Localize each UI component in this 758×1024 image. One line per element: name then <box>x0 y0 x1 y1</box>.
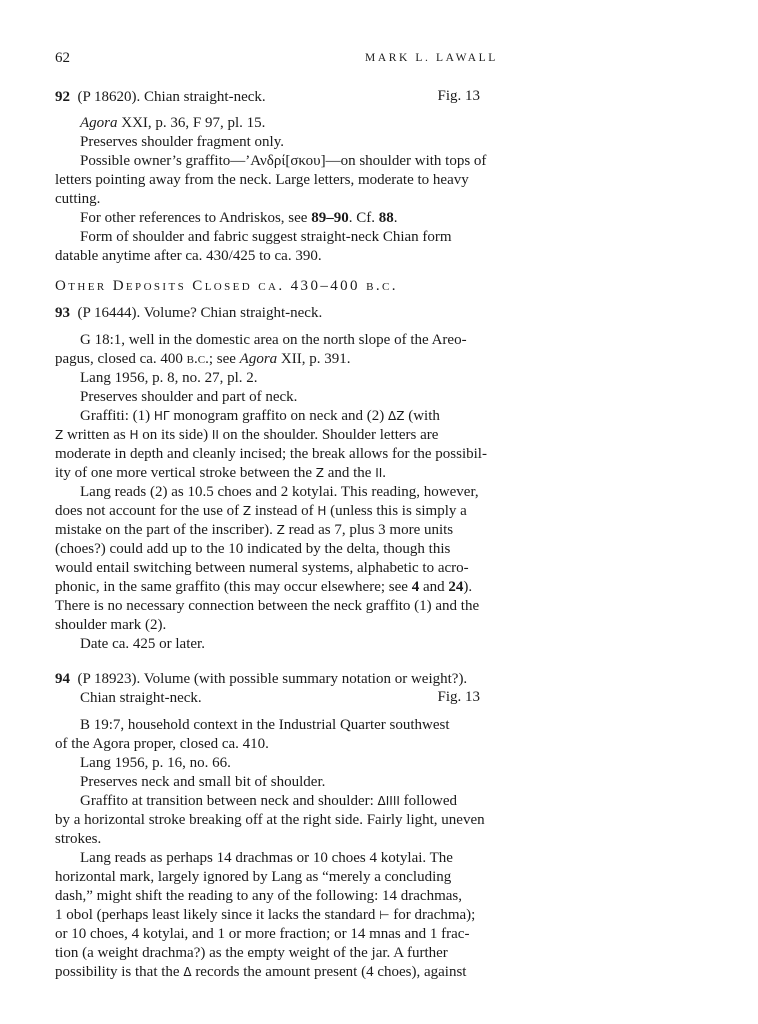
entry-number: 92 <box>55 89 70 105</box>
entry-title: (P 18923). Volume (with possible summary notation or weight?). <box>77 671 468 687</box>
entry-92-preserves: Preserves shoulder fragment only. <box>80 134 284 150</box>
entry-94-reading: Lang reads as perhaps 14 drachmas or 10 choes 4 kotylai. The <box>80 850 453 866</box>
entry-92-other-refs: For other references to Andriskos, see 89–90. Cf. 88. <box>80 210 398 226</box>
entry-93-context: pagus, closed ca. 400 b.c.; see Agora XII, p. 391. <box>55 351 351 367</box>
entry-93-graffiti: Ζ written as Η on its side) ΙΙ on the shoulder. Shoulder letters are <box>55 427 439 443</box>
entry-93-reading: phonic, in the same graffito (this may occur elsewhere; see 4 and 24). <box>55 579 473 595</box>
entry-94-title-cont: Chian straight-neck. <box>80 690 202 706</box>
running-head-author: MARK L. LAWALL <box>365 52 498 64</box>
entry-94-context: B 19:7, household context in the Industrial Quarter southwest <box>80 717 450 733</box>
entry-93-preserves: Preserves shoulder and part of neck. <box>80 389 298 405</box>
entry-94-reading: horizontal mark, largely ignored by Lang as “merely a concluding <box>55 869 452 885</box>
entry-92-graffito-line: letters pointing away from the neck. Large letters, moderate to heavy <box>55 172 469 188</box>
entry-92-bibliography: Agora XXI, p. 36, F 97, pl. 15. <box>80 115 266 131</box>
entry-94-reading: dash,” might shift the reading to any of the following: 14 drachmas, <box>55 888 462 904</box>
entry-94-reading: 1 obol (perhaps least likely since it lacks the standard ⊢ for drachma); <box>55 907 476 923</box>
entry-93-reading: Lang reads (2) as 10.5 choes and 2 kotylai. This reading, however, <box>80 484 479 500</box>
entry-93-reading: shoulder mark (2). <box>55 617 167 633</box>
entry-92-date-line: Form of shoulder and fabric suggest straight-neck Chian form <box>80 229 452 245</box>
entry-94-heading <box>55 670 485 689</box>
entry-94-graffito: Graffito at transition between neck and shoulder: ΔΙΙΙΙ followed <box>80 793 457 809</box>
entry-93-graffiti: Graffiti: (1) ΗΓ monogram graffito on neck and (2) ΔΖ (with <box>80 408 440 424</box>
entry-92-graffito-line: Possible owner’s graffito—’Ανδρί[σκου]—on shoulder with tops of <box>80 153 487 169</box>
entry-93-context: G 18:1, well in the domestic area on the north slope of the Areo- <box>80 332 467 348</box>
entry-93-date: Date ca. 425 or later. <box>80 636 205 652</box>
entry-92-fig-ref: Fig. 13 <box>437 88 480 104</box>
entry-93-reading: does not account for the use of Ζ instead of Η (unless this is simply a <box>55 503 467 519</box>
entry-title: (P 18620). Chian straight-neck. <box>77 89 266 105</box>
entry-93-reading: mistake on the part of the inscriber). Ζ read as 7, plus 3 more units <box>55 522 454 538</box>
page-number: 62 <box>55 50 70 66</box>
entry-number: 93 <box>55 305 70 321</box>
entry-93-heading <box>55 304 485 323</box>
entry-93-graffiti: moderate in depth and cleanly incised; the break allows for the possibil- <box>55 446 487 462</box>
entry-93-reading: There is no necessary connection between the neck graffito (1) and the <box>55 598 480 614</box>
entry-94-preserves: Preserves neck and small bit of shoulder. <box>80 774 326 790</box>
entry-93-reading: would entail switching between numeral systems, alphabetic to acro- <box>55 560 469 576</box>
entry-93-graffiti: ity of one more vertical stroke between the Ζ and the ΙΙ. <box>55 465 387 481</box>
entry-92-date-line: datable anytime after ca. 430/425 to ca. 390. <box>55 248 322 264</box>
entry-94-reading: tion (a weight drachma?) as the empty weight of the jar. A further <box>55 945 448 961</box>
entry-94-graffito: strokes. <box>55 831 102 847</box>
entry-92-heading <box>55 88 485 107</box>
entry-title: (P 16444). Volume? Chian straight-neck. <box>77 305 323 321</box>
entry-94-reading: or 10 choes, 4 kotylai, and 1 or more fraction; or 14 mnas and 1 frac- <box>55 926 470 942</box>
section-title: Other Deposits Closed ca. 430–400 b.c. <box>55 278 398 294</box>
entry-94-context: of the Agora proper, closed ca. 410. <box>55 736 269 752</box>
entry-94-graffito: by a horizontal stroke breaking off at the right side. Fairly light, uneven <box>55 812 485 828</box>
entry-92-graffito-line: cutting. <box>55 191 101 207</box>
entry-93-lang: Lang 1956, p. 8, no. 27, pl. 2. <box>80 370 258 386</box>
entry-94-fig-ref: Fig. 13 <box>437 689 480 705</box>
entry-number: 94 <box>55 671 70 687</box>
entry-94-lang: Lang 1956, p. 16, no. 66. <box>80 755 231 771</box>
entry-94-reading: possibility is that the Δ records the amount present (4 choes), against <box>55 964 467 980</box>
entry-93-reading: (choes?) could add up to the 10 indicated by the delta, though this <box>55 541 451 557</box>
